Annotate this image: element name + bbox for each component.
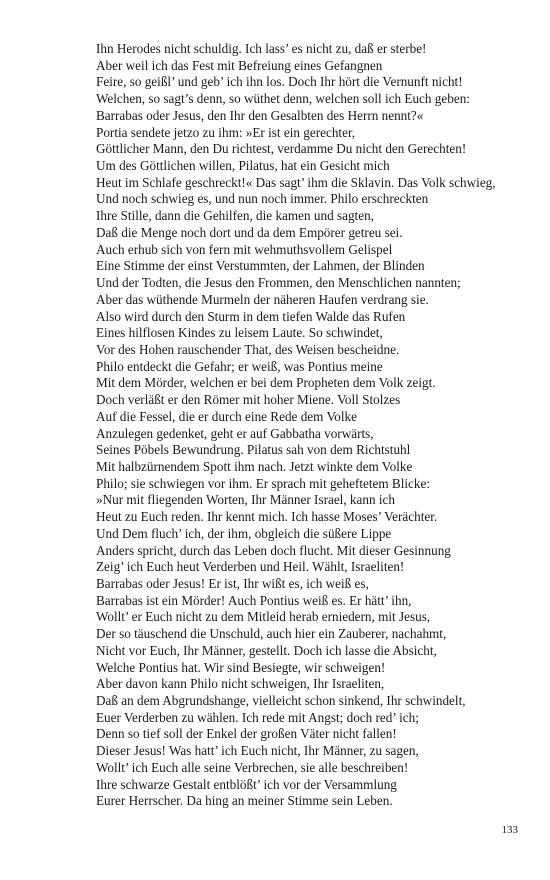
verse-line: Anders spricht, durch das Leben doch flucht. Mit dieser Gesinnung (96, 542, 451, 558)
verse-line: Aber das wüthende Murmeln der näheren Haufen verdrang sie. (96, 291, 429, 307)
verse-line: Barrabas oder Jesus, den Ihr den Gesalbten des Herrn nennt?« (96, 107, 424, 123)
verse-line: Doch verläßt er den Römer mit hoher Miene. Voll Stolzes (96, 392, 401, 408)
verse-line: Nicht vor Euch, Ihr Männer, gestellt. Doch ich lasse die Absicht, (96, 642, 437, 658)
verse-line: Aber weil ich das Fest mit Befreiung eines Gefangnen (96, 57, 383, 73)
verse-line: Heut zu Euch reden. Ihr kennt mich. Ich hasse Moses’ Verächter. (96, 509, 438, 525)
verse-line: Also wird durch den Sturm in dem tiefen Walde das Rufen (96, 308, 406, 324)
verse-line: Philo; sie schwiegen vor ihm. Er sprach mit geheftetem Blicke: (96, 475, 431, 491)
verse-line: Feire, so geißl’ und geb’ ich ihn los. Doch Ihr hört die Vernunft nicht! (96, 74, 463, 90)
page-number: 133 (501, 824, 518, 836)
verse-line: Auf die Fessel, die er durch eine Rede dem Volke (96, 408, 357, 424)
verse-line: Euer Verderben zu wählen. Ich rede mit Angst; doch red’ ich; (96, 709, 419, 725)
verse-line: Und der Todten, die Jesus den Frommen, den Menschlichen nannten; (96, 275, 461, 291)
verse-line: Zeig’ ich Euch heut Verderben und Heil. Wählt, Israeliten! (96, 559, 405, 575)
verse-line: Denn so tief soll der Enkel der großen Väter nicht fallen! (96, 726, 397, 742)
verse-line: Auch erhub sich von fern mit wehmuthsvollem Gelispel (96, 241, 393, 257)
verse-line: Seines Pöbels Bewundrung. Pilatus sah von dem Richtstuhl (96, 442, 411, 458)
verse-line: Der so täuschend die Unschuld, auch hier ein Zauberer, nachahmt, (96, 626, 447, 642)
verse-line: Eines hilflosen Kindes zu leisem Laute. So schwindet, (96, 325, 383, 341)
verse-line: Eine Stimme der einst Verstummten, der Lahmen, der Blinden (96, 258, 425, 274)
verse-line: Mit halbzürnendem Spott ihm nach. Jetzt winkte dem Volke (96, 458, 413, 474)
verse-line: Vor des Hohen rauschender That, des Weisen bescheidne. (96, 341, 400, 357)
verse-line: Welchen, so sagt’s denn, so wüthet denn, welchen soll ich Euch geben: (96, 91, 470, 107)
verse-line: Dieser Jesus! Was hatt’ ich Euch nicht, Ihr Männer, zu sagen, (96, 743, 419, 759)
verse-text-block (96, 41, 536, 810)
verse-line: Göttlicher Mann, den Du richtest, verdamme Du nicht den Gerechten! (96, 141, 467, 157)
verse-line: Welche Pontius hat. Wir sind Besiegte, wir schweigen! (96, 659, 386, 675)
verse-line: Ihre Stille, dann die Gehilfen, die kamen und sagten, (96, 208, 374, 224)
verse-line: Eurer Herrscher. Da hing an meiner Stimme sein Leben. (96, 793, 393, 809)
verse-line: »Nur mit fliegenden Worten, Ihr Männer Israel, kann ich (96, 492, 395, 508)
verse-line: Philo entdeckt die Gefahr; er weiß, was Pontius meine (96, 358, 383, 374)
verse-line: Ihn Herodes nicht schuldig. Ich lass’ es nicht zu, daß er sterbe! (96, 41, 427, 56)
verse-line: Und noch schwieg es, und nun noch immer. Philo erschreckten (96, 191, 429, 207)
verse-line: Barrabas ist ein Mörder! Auch Pontius weiß es. Er hätt’ ihn, (96, 592, 412, 608)
verse-line: Aber davon kann Philo nicht schweigen, Ihr Israeliten, (96, 676, 385, 692)
verse-line: Ihre schwarze Gestalt entblößt’ ich vor der Versammlung (96, 776, 397, 792)
verse-line: Daß die Menge noch dort und da dem Empörer getreu sei. (96, 224, 403, 240)
verse-line: Barrabas oder Jesus! Er ist, Ihr wißt es, ich weiß es, (96, 576, 369, 591)
verse-line: Heut im Schlafe geschreckt!« Das sagt’ ihm die Sklavin. Das Volk schwieg, (96, 174, 496, 190)
verse-line: Daß an dem Abgrundshange, vielleicht schon sinkend, Ihr schwindelt, (96, 693, 466, 709)
verse-line: Um des Göttlichen willen, Pilatus, hat ein Gesicht mich (96, 158, 390, 174)
verse-line: Und Dem fluch’ ich, der ihm, obgleich die süßere Lippe (96, 525, 392, 541)
verse-line: Portia sendete jetzo zu ihm: »Er ist ein gerechter, (96, 124, 356, 140)
verse-line: Wollt’ ich Euch alle seine Verbrechen, sie alle beschreiben! (96, 759, 409, 775)
verse-line: Wollt’ er Euch nicht zu dem Mitleid herab erniedern, mit Jesus, (96, 609, 431, 625)
verse-line: Anzulegen gedenket, geht er auf Gabbatha vorwärts, (96, 425, 374, 441)
verse-line: Mit dem Mörder, welchen er bei dem Propheten dem Volk zeigt. (96, 375, 436, 391)
